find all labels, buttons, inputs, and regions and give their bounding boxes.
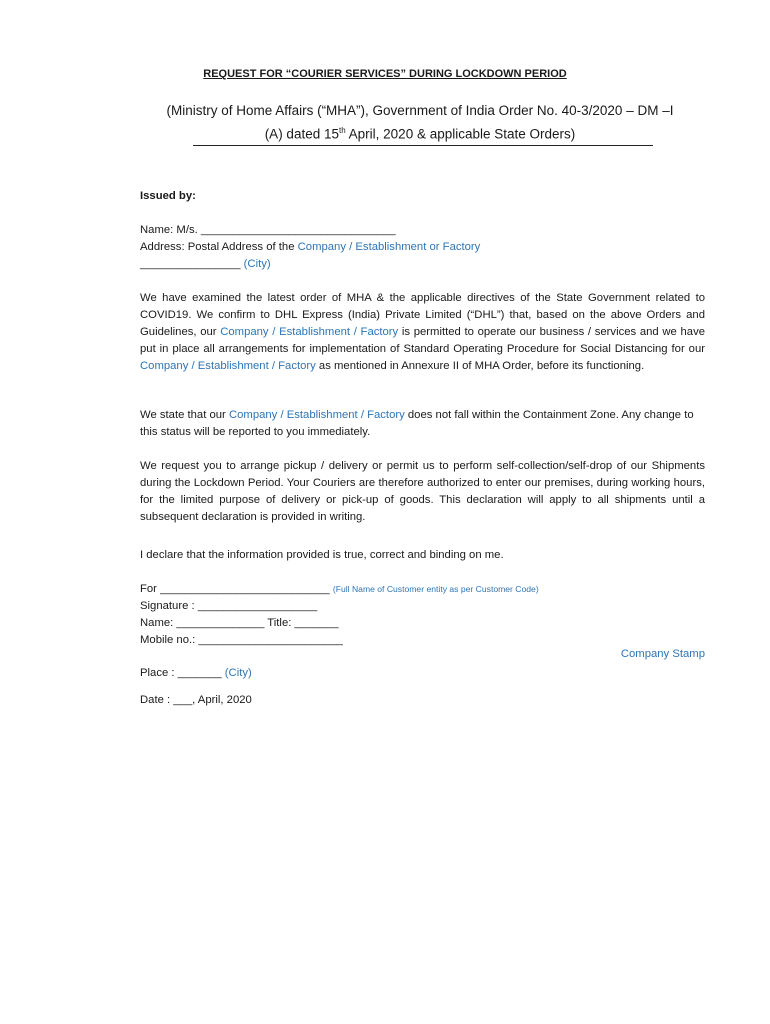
signoff-block xyxy=(140,581,705,649)
date-line: Date : ___, April, 2020 xyxy=(140,694,252,706)
issuer-name-line: Name: M/s. _______________________________ xyxy=(140,224,396,236)
for-label: For ___________________________ xyxy=(140,583,333,595)
subtitle-line-2-start: (A) dated 15 xyxy=(264,126,339,142)
paragraph-request: We request you to arrange pickup / delivery or permit us to perform self-collection/self-drop of our Shipments during the Lockdown Period. Your Couriers are therefore authorized to enter our premises, during working hours, for the limited purpose of delivery or pick-up of goods. This declaration will apply to all shipments until a subsequent declaration is provided in writing. xyxy=(140,460,705,523)
address-placeholder: Company / Establishment or Factory xyxy=(297,241,481,253)
issuer-city-line xyxy=(140,256,705,273)
para1-company-placeholder-2: Company / Establishment / Factory xyxy=(140,360,316,372)
para1-text-1: We have examined the latest order of MHA & the applicable directives of the State Government related to COVID19. We confirm to DHL Express (India) Private Limited (“DHL”) that, based on the above Orders and Guidelines, our xyxy=(140,292,705,338)
company-stamp-label: Company Stamp xyxy=(620,648,705,660)
issuer-details xyxy=(140,222,705,273)
para2-text-1: We state that our xyxy=(140,409,229,421)
city-blank: ________________ xyxy=(140,258,244,270)
city-placeholder: (City) xyxy=(243,258,271,270)
for-note: (Full Name of Customer entity as per Customer Code) xyxy=(332,584,539,594)
issuer-address-line xyxy=(140,239,705,256)
mobile-line: Mobile no.: _______________________ xyxy=(140,634,343,646)
para1-text-3: as mentioned in Annexure II of MHA Order, before its functioning. xyxy=(315,360,645,372)
address-label: Address: Postal Address of the xyxy=(140,241,298,253)
separator-rule xyxy=(193,145,653,146)
ordinal-suffix: th xyxy=(338,126,346,135)
name-title-line: Name: ______________ Title: _______ xyxy=(140,617,339,629)
para2-text-2: does not fall within the Containment Zone. Any change to this status will be reported to you immediately. xyxy=(140,409,694,438)
document-subtitle xyxy=(120,101,720,145)
place-line xyxy=(140,665,705,682)
signature-line: Signature : ___________________ xyxy=(140,600,318,612)
declaration-statement: I declare that the information provided is true, correct and binding on me. xyxy=(140,549,504,561)
place-city-placeholder: (City) xyxy=(224,667,252,679)
issued-by-heading: Issued by: xyxy=(140,190,196,202)
subtitle-line-2 xyxy=(120,121,720,145)
paragraph-containment xyxy=(140,407,705,441)
paragraph-confirmation xyxy=(140,290,705,375)
para1-company-placeholder-1: Company / Establishment / Factory xyxy=(220,326,399,338)
para1-text-2: is permitted to operate our business / services and we have put in place all arrangements for implementation of Standard Operating Procedure for Social Distancing for our xyxy=(140,326,705,355)
place-label: Place : _______ xyxy=(140,667,225,679)
para2-company-placeholder: Company / Establishment / Factory xyxy=(228,409,405,421)
subtitle-line-2-end: April, 2020 & applicable State Orders) xyxy=(345,126,576,142)
for-line xyxy=(140,581,705,598)
subtitle-line-1: (Ministry of Home Affairs (“MHA”), Government of India Order No. 40-3/2020 – DM –I xyxy=(166,103,674,118)
document-title: REQUEST FOR “COURIER SERVICES” DURING LOCKDOWN PERIOD xyxy=(203,68,567,80)
